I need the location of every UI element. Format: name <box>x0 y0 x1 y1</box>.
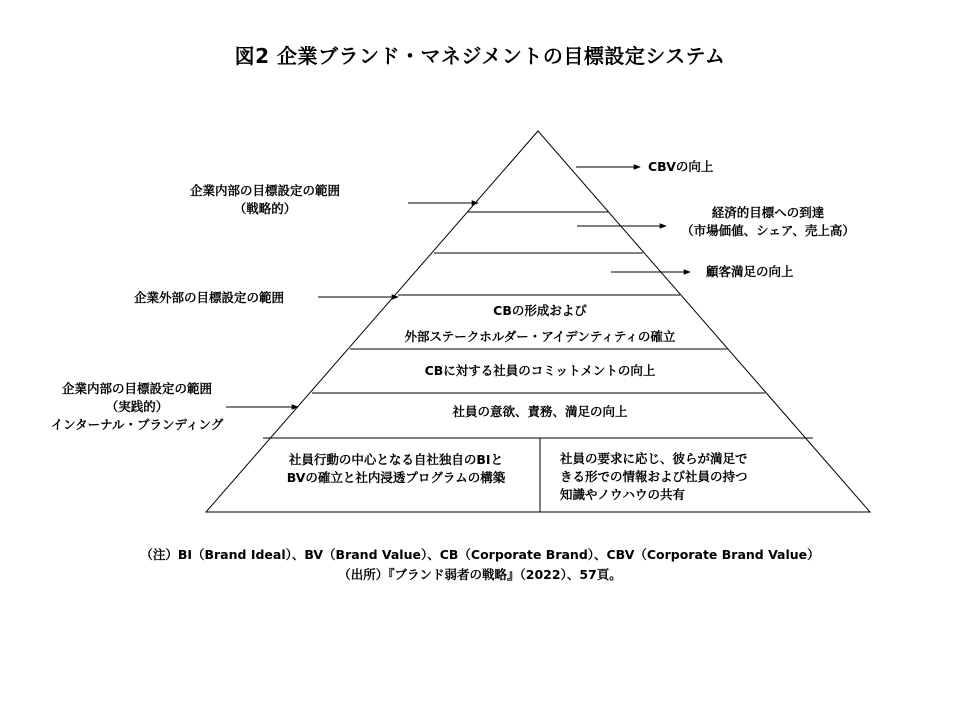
level-cb-formation-line2: 外部ステークホルダー・アイデンティティの確立 <box>404 329 676 344</box>
note-abbreviations: （注）BI（Brand Ideal）、BV（Brand Value）、CB（Corporate Brand）、CBV（Corporate Brand Value） <box>140 547 820 562</box>
label-economic-line1: 経済的目標への到達 <box>711 205 825 220</box>
label-customer: 顧客満足の向上 <box>706 264 794 279</box>
level-base-right-line3: 知識やノウハウの共有 <box>560 487 686 502</box>
level-base-right-line2: きる形での情報および社員の持つ <box>560 469 748 484</box>
note-source: （出所）『ブランド弱者の戦略』（2022）、57頁。 <box>338 567 622 582</box>
level-motivation: 社員の意欲、責務、満足の向上 <box>452 404 628 419</box>
label-internal-practical-line2: （実践的） <box>105 399 169 414</box>
label-economic <box>668 204 868 240</box>
level-base-left-line2: BVの確立と社内浸透プログラムの構築 <box>286 470 506 485</box>
level-base-right-line1: 社員の要求に応じ、彼らが満足で <box>560 451 748 466</box>
figure-title: 図2 企業ブランド・マネジメントの目標設定システム <box>234 44 726 68</box>
label-internal-practical <box>22 380 252 434</box>
label-internal-strategic <box>170 182 360 218</box>
level-base-left <box>262 451 530 487</box>
label-internal-strategic-line1: 企業内部の目標設定の範囲 <box>189 183 340 198</box>
level-cb-formation-line1: CBの形成および <box>493 303 587 318</box>
label-internal-practical-line1: 企業内部の目標設定の範囲 <box>61 381 212 396</box>
label-cbv: CBVの向上 <box>648 159 714 174</box>
label-internal-strategic-line2: （戦略的） <box>233 201 297 216</box>
level-cb-formation <box>330 300 750 348</box>
label-internal-practical-line3: インターナル・ブランディング <box>50 417 224 432</box>
level-base-right <box>560 450 748 504</box>
label-economic-line2: （市場価値、シェア、売上高） <box>681 223 855 238</box>
level-commitment: CBに対する社員のコミットメントの向上 <box>424 363 656 378</box>
label-external: 企業外部の目標設定の範囲 <box>134 290 285 305</box>
level-base-left-line1: 社員行動の中心となる自社独自のBIと <box>288 452 504 467</box>
